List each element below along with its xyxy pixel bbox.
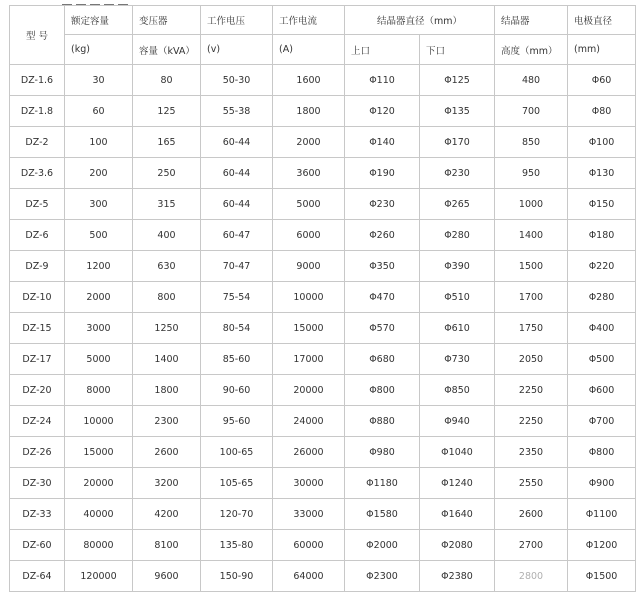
cell-crucible-bottom: Φ1640	[420, 499, 495, 530]
cell-crucible-bottom: Φ135	[420, 96, 495, 127]
cell-voltage: 60-44	[201, 189, 273, 220]
cell-crucible-top: Φ260	[345, 220, 420, 251]
cell-current: 17000	[273, 344, 345, 375]
cell-crucible-top: Φ230	[345, 189, 420, 220]
cell-electrode-diameter: Φ280	[568, 282, 636, 313]
table-row	[10, 530, 636, 561]
cell-crucible-top: Φ1180	[345, 468, 420, 499]
spec-table	[9, 5, 636, 592]
cell-crucible-height: 1750	[495, 313, 568, 344]
cell-model: DZ-64	[10, 561, 65, 592]
cell-crucible-top: Φ2300	[345, 561, 420, 592]
cell-model: DZ-60	[10, 530, 65, 561]
cell-voltage: 70-47	[201, 251, 273, 282]
cell-crucible-top: Φ140	[345, 127, 420, 158]
spec-table-body	[10, 65, 636, 592]
cell-electrode-diameter: Φ900	[568, 468, 636, 499]
cell-transformer-capacity: 4200	[133, 499, 201, 530]
cell-voltage: 85-60	[201, 344, 273, 375]
cell-rated-capacity: 1200	[65, 251, 133, 282]
cell-crucible-top: Φ2000	[345, 530, 420, 561]
header-crucible-bottom: 下口	[420, 35, 495, 65]
cell-rated-capacity: 120000	[65, 561, 133, 592]
cell-current: 30000	[273, 468, 345, 499]
cell-voltage: 105-65	[201, 468, 273, 499]
cell-transformer-capacity: 400	[133, 220, 201, 251]
cell-rated-capacity: 200	[65, 158, 133, 189]
cell-current: 1600	[273, 65, 345, 96]
cell-rated-capacity: 3000	[65, 313, 133, 344]
table-row	[10, 375, 636, 406]
cell-voltage: 60-47	[201, 220, 273, 251]
cell-transformer-capacity: 3200	[133, 468, 201, 499]
table-row	[10, 189, 636, 220]
header-model: 型 号	[10, 6, 65, 65]
cell-electrode-diameter: Φ100	[568, 127, 636, 158]
cell-crucible-height: 2250	[495, 375, 568, 406]
cell-transformer-capacity: 315	[133, 189, 201, 220]
cell-electrode-diameter: Φ400	[568, 313, 636, 344]
cell-electrode-diameter: Φ220	[568, 251, 636, 282]
table-row	[10, 220, 636, 251]
cell-crucible-bottom: Φ170	[420, 127, 495, 158]
table-row	[10, 344, 636, 375]
cell-transformer-capacity: 165	[133, 127, 201, 158]
cell-current: 20000	[273, 375, 345, 406]
header-crucible-diameter: 结晶器直径（mm）	[345, 6, 495, 35]
cell-crucible-bottom: Φ1240	[420, 468, 495, 499]
cell-voltage: 80-54	[201, 313, 273, 344]
cell-transformer-capacity: 2600	[133, 437, 201, 468]
cell-crucible-top: Φ120	[345, 96, 420, 127]
cell-crucible-bottom: Φ2080	[420, 530, 495, 561]
cell-crucible-top: Φ880	[345, 406, 420, 437]
cell-crucible-height: 2350	[495, 437, 568, 468]
cell-electrode-diameter: Φ180	[568, 220, 636, 251]
cell-voltage: 100-65	[201, 437, 273, 468]
table-row	[10, 468, 636, 499]
cell-crucible-bottom: Φ265	[420, 189, 495, 220]
cell-current: 33000	[273, 499, 345, 530]
cell-rated-capacity: 8000	[65, 375, 133, 406]
cell-model: DZ-24	[10, 406, 65, 437]
cell-crucible-top: Φ800	[345, 375, 420, 406]
table-row	[10, 499, 636, 530]
cell-crucible-top: Φ980	[345, 437, 420, 468]
cell-current: 6000	[273, 220, 345, 251]
cell-crucible-height: 1700	[495, 282, 568, 313]
cell-current: 26000	[273, 437, 345, 468]
cell-electrode-diameter: Φ60	[568, 65, 636, 96]
cell-transformer-capacity: 1400	[133, 344, 201, 375]
cell-model: DZ-6	[10, 220, 65, 251]
cell-electrode-diameter: Φ500	[568, 344, 636, 375]
cell-transformer-capacity: 1800	[133, 375, 201, 406]
cell-current: 10000	[273, 282, 345, 313]
cell-voltage: 55-38	[201, 96, 273, 127]
cell-electrode-diameter: Φ800	[568, 437, 636, 468]
cell-crucible-height: 1000	[495, 189, 568, 220]
cell-rated-capacity: 80000	[65, 530, 133, 561]
table-row	[10, 313, 636, 344]
cell-rated-capacity: 60	[65, 96, 133, 127]
cell-rated-capacity: 20000	[65, 468, 133, 499]
header-current: 工作电流	[273, 6, 345, 35]
header-electrode-diameter: 电极直径	[568, 6, 636, 35]
cell-crucible-height: 2700	[495, 530, 568, 561]
cell-current: 60000	[273, 530, 345, 561]
cell-electrode-diameter: Φ1500	[568, 561, 636, 592]
cell-model: DZ-5	[10, 189, 65, 220]
header-transformer-sub: 容量（kVA）	[133, 35, 201, 65]
cell-current: 2000	[273, 127, 345, 158]
cell-voltage: 60-44	[201, 127, 273, 158]
cell-voltage: 60-44	[201, 158, 273, 189]
cell-crucible-height: 2550	[495, 468, 568, 499]
cell-transformer-capacity: 2300	[133, 406, 201, 437]
cell-crucible-top: Φ110	[345, 65, 420, 96]
cell-current: 5000	[273, 189, 345, 220]
cell-crucible-top: Φ350	[345, 251, 420, 282]
header-crucible-top: 上口	[345, 35, 420, 65]
table-row	[10, 282, 636, 313]
cell-model: DZ-1.6	[10, 65, 65, 96]
cell-crucible-height: 2600	[495, 499, 568, 530]
cell-crucible-top: Φ680	[345, 344, 420, 375]
cell-crucible-bottom: Φ1040	[420, 437, 495, 468]
cell-electrode-diameter: Φ700	[568, 406, 636, 437]
cell-crucible-height: 2050	[495, 344, 568, 375]
cell-model: DZ-20	[10, 375, 65, 406]
table-row	[10, 65, 636, 96]
cell-transformer-capacity: 630	[133, 251, 201, 282]
cell-electrode-diameter: Φ150	[568, 189, 636, 220]
cell-model: DZ-9	[10, 251, 65, 282]
cell-model: DZ-2	[10, 127, 65, 158]
cell-model: DZ-30	[10, 468, 65, 499]
cell-crucible-top: Φ1580	[345, 499, 420, 530]
table-row	[10, 406, 636, 437]
table-row	[10, 251, 636, 282]
header-electrode-unit: (mm)	[568, 35, 636, 65]
cell-rated-capacity: 15000	[65, 437, 133, 468]
cell-transformer-capacity: 1250	[133, 313, 201, 344]
header-rated-capacity-unit: (kg)	[65, 35, 133, 65]
cell-transformer-capacity: 9600	[133, 561, 201, 592]
cell-crucible-bottom: Φ510	[420, 282, 495, 313]
cell-crucible-height: 480	[495, 65, 568, 96]
cell-model: DZ-1.8	[10, 96, 65, 127]
cell-current: 64000	[273, 561, 345, 592]
cell-transformer-capacity: 125	[133, 96, 201, 127]
cell-voltage: 75-54	[201, 282, 273, 313]
cell-crucible-height: 1500	[495, 251, 568, 282]
header-crucible-height: 高度（mm）	[495, 35, 568, 65]
cell-model: DZ-33	[10, 499, 65, 530]
cell-rated-capacity: 2000	[65, 282, 133, 313]
cell-transformer-capacity: 250	[133, 158, 201, 189]
header-rated-capacity: 额定容量	[65, 6, 133, 35]
cell-crucible-top: Φ470	[345, 282, 420, 313]
cell-crucible-height: 1400	[495, 220, 568, 251]
cell-model: DZ-17	[10, 344, 65, 375]
header-row-1	[10, 6, 636, 35]
cell-model: DZ-26	[10, 437, 65, 468]
cell-crucible-bottom: Φ280	[420, 220, 495, 251]
header-voltage-unit: (v)	[201, 35, 273, 65]
cell-rated-capacity: 100	[65, 127, 133, 158]
cell-crucible-height: 850	[495, 127, 568, 158]
cell-crucible-height: 950	[495, 158, 568, 189]
table-row	[10, 561, 636, 592]
cell-current: 1800	[273, 96, 345, 127]
cell-voltage: 120-70	[201, 499, 273, 530]
cell-model: DZ-15	[10, 313, 65, 344]
cell-rated-capacity: 300	[65, 189, 133, 220]
cell-crucible-height: 2800	[495, 561, 568, 592]
table-row	[10, 127, 636, 158]
cell-voltage: 95-60	[201, 406, 273, 437]
header-row-2	[10, 35, 636, 65]
cell-current: 3600	[273, 158, 345, 189]
cell-voltage: 50-30	[201, 65, 273, 96]
cell-voltage: 90-60	[201, 375, 273, 406]
cell-voltage: 135-80	[201, 530, 273, 561]
cell-crucible-bottom: Φ610	[420, 313, 495, 344]
table-row	[10, 437, 636, 468]
table-row	[10, 158, 636, 189]
cell-rated-capacity: 500	[65, 220, 133, 251]
cell-crucible-height: 700	[495, 96, 568, 127]
cell-current: 15000	[273, 313, 345, 344]
header-current-unit: (A)	[273, 35, 345, 65]
cell-crucible-bottom: Φ390	[420, 251, 495, 282]
cell-transformer-capacity: 80	[133, 65, 201, 96]
header-crucible: 结晶器	[495, 6, 568, 35]
cell-transformer-capacity: 800	[133, 282, 201, 313]
cell-crucible-bottom: Φ940	[420, 406, 495, 437]
header-transformer: 变压器	[133, 6, 201, 35]
cell-crucible-bottom: Φ2380	[420, 561, 495, 592]
cell-current: 9000	[273, 251, 345, 282]
cell-rated-capacity: 10000	[65, 406, 133, 437]
cell-rated-capacity: 30	[65, 65, 133, 96]
cell-model: DZ-3.6	[10, 158, 65, 189]
cell-current: 24000	[273, 406, 345, 437]
cell-rated-capacity: 40000	[65, 499, 133, 530]
table-row	[10, 96, 636, 127]
cell-crucible-bottom: Φ730	[420, 344, 495, 375]
cell-crucible-top: Φ190	[345, 158, 420, 189]
cell-crucible-bottom: Φ230	[420, 158, 495, 189]
cell-crucible-bottom: Φ125	[420, 65, 495, 96]
cell-electrode-diameter: Φ1100	[568, 499, 636, 530]
cell-rated-capacity: 5000	[65, 344, 133, 375]
cell-crucible-height: 2250	[495, 406, 568, 437]
cell-model: DZ-10	[10, 282, 65, 313]
cell-crucible-top: Φ570	[345, 313, 420, 344]
cell-electrode-diameter: Φ1200	[568, 530, 636, 561]
header-voltage: 工作电压	[201, 6, 273, 35]
cell-voltage: 150-90	[201, 561, 273, 592]
cell-crucible-bottom: Φ850	[420, 375, 495, 406]
cell-electrode-diameter: Φ80	[568, 96, 636, 127]
cell-electrode-diameter: Φ600	[568, 375, 636, 406]
cell-transformer-capacity: 8100	[133, 530, 201, 561]
cell-electrode-diameter: Φ130	[568, 158, 636, 189]
